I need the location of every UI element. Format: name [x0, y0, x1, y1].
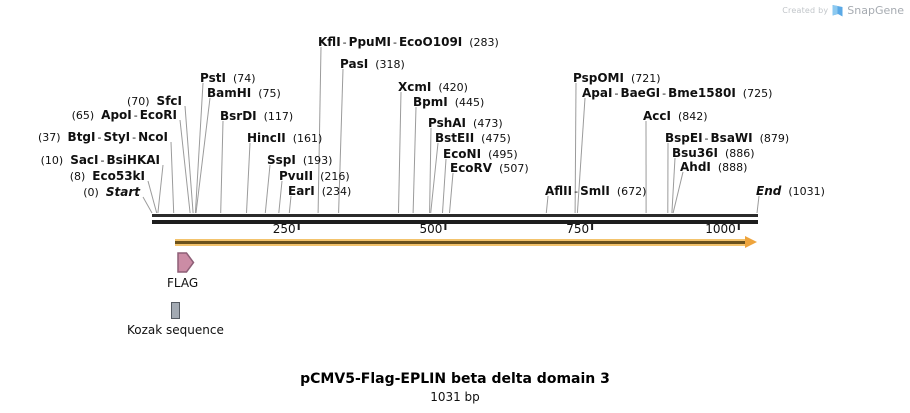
site-label-bamhi: BamHI (75) [207, 86, 281, 100]
site-label-hincii: HincII (161) [247, 131, 323, 145]
kozak-feature-box [171, 302, 180, 319]
site-label-xcmi: XcmI (420) [398, 80, 468, 94]
site-label-apoi-ecori: (65) ApoI - EcoRI [71, 108, 177, 122]
connector-line [279, 181, 282, 213]
sequence-bar [152, 214, 758, 217]
connector-line [757, 196, 759, 213]
site-label-btgi-styi-ncoi: (37) BtgI - StyI - NcoI [37, 130, 168, 144]
site-label-saci-bsihkai: (10) SacI - BsiHKAI [40, 153, 160, 167]
site-label-pasi: PasI (318) [340, 57, 405, 71]
watermark-created-by-text: Created by [782, 6, 829, 15]
connector-line [431, 143, 438, 213]
site-label-sfci: (70) SfcI [126, 94, 182, 108]
connector-line [158, 165, 163, 213]
site-label-acci: AccI (842) [643, 109, 708, 123]
plasmid-title: pCMV5-Flag-EPLIN beta delta domain 3 [300, 371, 610, 387]
site-label-eari: EarI (234) [288, 184, 352, 198]
connector-line [546, 196, 548, 213]
scale-tick-label: 750 [566, 222, 590, 236]
site-label-kfli-ppumi-ecoo109i: KflI - PpuMI - EcoO109I (283) [318, 35, 499, 49]
site-label-sspi: SspI (193) [267, 153, 333, 167]
connector-line [180, 120, 190, 213]
connector-line [672, 158, 675, 213]
site-label-bsu36i: Bsu36I (886) [672, 146, 755, 160]
flag-feature-arrow-icon [177, 252, 195, 277]
orf-arrow-stripe [175, 244, 745, 246]
connector-line [185, 106, 193, 213]
connector-line [443, 159, 447, 213]
connector-line [673, 172, 683, 213]
flag-feature-label: FLAG [167, 276, 199, 290]
site-label-pvuii: PvuII (216) [279, 169, 350, 183]
scale-bar [152, 220, 758, 224]
site-label-pspomi: PspOMI (721) [573, 71, 661, 85]
connector-line [430, 128, 431, 213]
site-label-start: (0) Start [83, 185, 140, 199]
site-label-bpmi: BpmI (445) [413, 95, 485, 109]
connector-line [171, 142, 174, 213]
kozak-feature-label: Kozak sequence [127, 323, 224, 337]
watermark-brand-text: SnapGene [847, 4, 904, 17]
scale-tick-label: 250 [272, 222, 296, 236]
connector-line [289, 196, 291, 213]
site-label-econi: EcoNI (495) [443, 147, 518, 161]
connector-line [143, 197, 152, 213]
connector-line [247, 143, 251, 213]
connector-line [399, 92, 402, 213]
site-label-end: End (1031) [756, 184, 825, 198]
site-label-bsteii: BstEII (475) [435, 131, 511, 145]
connector-line [195, 83, 203, 213]
site-label-apai-baegi-bme1580i: ApaI - BaeGI - Bme1580I (725) [582, 86, 773, 100]
site-label-bsrdi: BsrDI (117) [220, 109, 294, 123]
site-label-eco53ki: (8) Eco53kI [69, 169, 145, 183]
site-label-ahdi: AhdI (888) [680, 160, 748, 174]
site-label-pshai: PshAI (473) [428, 116, 503, 130]
site-label-ecorv: EcoRV (507) [450, 161, 529, 175]
site-label-psti: PstI (74) [200, 71, 256, 85]
site-label-aflii-smli: AflII - SmlI (672) [545, 184, 647, 198]
connector-line [265, 165, 270, 213]
connector-line [413, 107, 416, 213]
site-label-bspei-bsawi: BspEI - BsaWI (879) [665, 131, 790, 145]
orf-arrow-bar [175, 239, 745, 246]
connector-line [196, 98, 210, 213]
orf-arrowhead-icon [745, 236, 757, 248]
scale-tick-label: 500 [419, 222, 443, 236]
plasmid-length: 1031 bp [430, 390, 480, 404]
connector-line [221, 121, 223, 213]
scale-tick-label: 1000 [705, 222, 736, 236]
connector-line [450, 173, 454, 213]
